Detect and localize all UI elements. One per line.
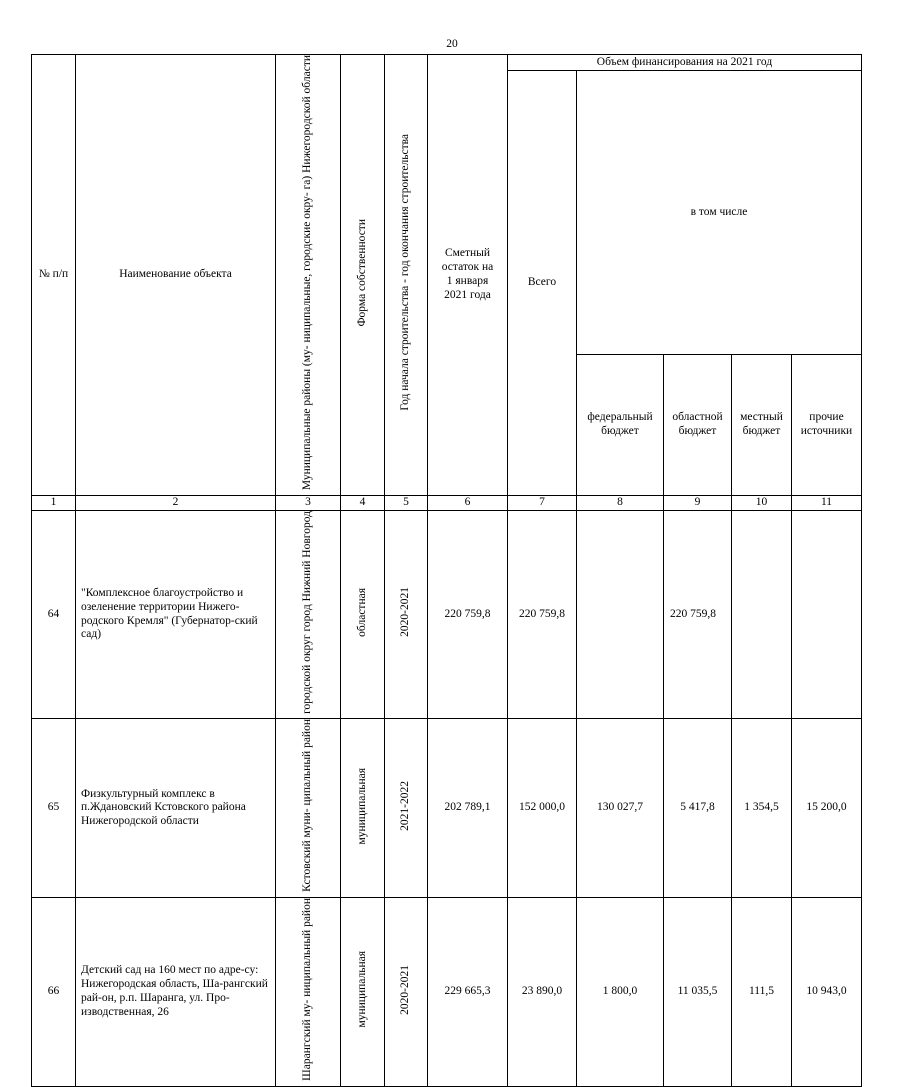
row-regional: 220 759,8 — [664, 510, 732, 719]
row-municipal-text: городской округ город Нижний Новгород — [301, 510, 314, 714]
row-other — [792, 510, 862, 719]
row-ownership — [341, 719, 385, 898]
column-number: 8 — [577, 495, 664, 510]
column-number: 1 — [32, 495, 76, 510]
column-number: 5 — [385, 495, 428, 510]
row-regional: 11 035,5 — [664, 898, 732, 1087]
table-row — [32, 510, 862, 719]
row-other: 15 200,0 — [792, 719, 862, 898]
row-ownership — [341, 898, 385, 1087]
row-municipal — [276, 510, 341, 719]
row-years-text: 2020-2021 — [399, 587, 412, 638]
row-remaining: 220 759,8 — [428, 510, 508, 719]
row-years-text: 2020-2021 — [399, 964, 412, 1015]
row-object-name: Детский сад на 160 мест по адре-су: Нижегородская область, Ша-рангский рай-он, р.п. Шаранга, ул. Про-изводственная, 26 — [76, 898, 276, 1087]
row-municipal — [276, 719, 341, 898]
row-ownership — [341, 510, 385, 719]
row-total: 23 890,0 — [508, 898, 577, 1087]
header-funding-group: Объем финансирования на 2021 год — [508, 55, 862, 71]
row-ownership-text: муниципальная — [355, 767, 368, 845]
row-municipal-text: Шарангский му- ниципальный район — [301, 898, 314, 1081]
header-object-name: Наименование объекта — [76, 55, 276, 496]
row-years — [385, 898, 428, 1087]
column-number: 6 — [428, 495, 508, 510]
row-num: 64 — [32, 510, 76, 719]
row-object-name: Физкультурный комплекс в п.Ждановский Кстовского района Нижегородской области — [76, 719, 276, 898]
row-municipal — [276, 898, 341, 1087]
header-years — [385, 55, 428, 496]
column-number-row — [32, 495, 862, 510]
row-local: 1 354,5 — [732, 719, 792, 898]
header-municipal — [276, 55, 341, 496]
row-ownership-text: областная — [355, 587, 368, 637]
row-years — [385, 510, 428, 719]
row-remaining: 202 789,1 — [428, 719, 508, 898]
row-total: 220 759,8 — [508, 510, 577, 719]
column-number: 2 — [76, 495, 276, 510]
row-num: 66 — [32, 898, 76, 1087]
column-number: 7 — [508, 495, 577, 510]
financing-table — [31, 54, 862, 1087]
header-num: № п/п — [32, 55, 76, 496]
page-number: 20 — [446, 38, 458, 50]
row-federal: 1 800,0 — [577, 898, 664, 1087]
column-number: 10 — [732, 495, 792, 510]
column-number: 3 — [276, 495, 341, 510]
header-row-1 — [32, 55, 862, 71]
row-total: 152 000,0 — [508, 719, 577, 898]
header-ownership-text: Форма собственности — [355, 218, 368, 327]
row-municipal-text: Кстовский муни- ципальный район — [301, 719, 314, 893]
row-years-text: 2021-2022 — [399, 780, 412, 831]
header-regional: областной бюджет — [664, 354, 732, 495]
column-number: 11 — [792, 495, 862, 510]
header-total: Всего — [508, 71, 577, 496]
header-federal: федеральный бюджет — [577, 354, 664, 495]
row-local — [732, 510, 792, 719]
row-regional: 5 417,8 — [664, 719, 732, 898]
header-local: местный бюджет — [732, 354, 792, 495]
header-years-text: Год начала строительства - год окончания строительства — [399, 134, 412, 411]
row-years — [385, 719, 428, 898]
table-row — [32, 719, 862, 898]
row-ownership-text: муниципальная — [355, 951, 368, 1028]
header-municipal-text: Муниципальные районы (му- ниципальные, городские окру- га) Нижегородской области — [301, 55, 314, 491]
table-row — [32, 898, 862, 1087]
header-other: прочие источники — [792, 354, 862, 495]
row-federal: 130 027,7 — [577, 719, 664, 898]
header-including: в том числе — [577, 71, 862, 355]
row-num: 65 — [32, 719, 76, 898]
header-ownership — [341, 55, 385, 496]
row-remaining: 229 665,3 — [428, 898, 508, 1087]
row-local: 111,5 — [732, 898, 792, 1087]
header-remaining: Сметный остаток на 1 января 2021 года — [428, 55, 508, 496]
row-other: 10 943,0 — [792, 898, 862, 1087]
row-federal — [577, 510, 664, 719]
row-object-name: "Комплексное благоустройство и озеленение территории Нижего-родского Кремля" (Губернатор-ский сад) — [76, 510, 276, 719]
column-number: 4 — [341, 495, 385, 510]
column-number: 9 — [664, 495, 732, 510]
